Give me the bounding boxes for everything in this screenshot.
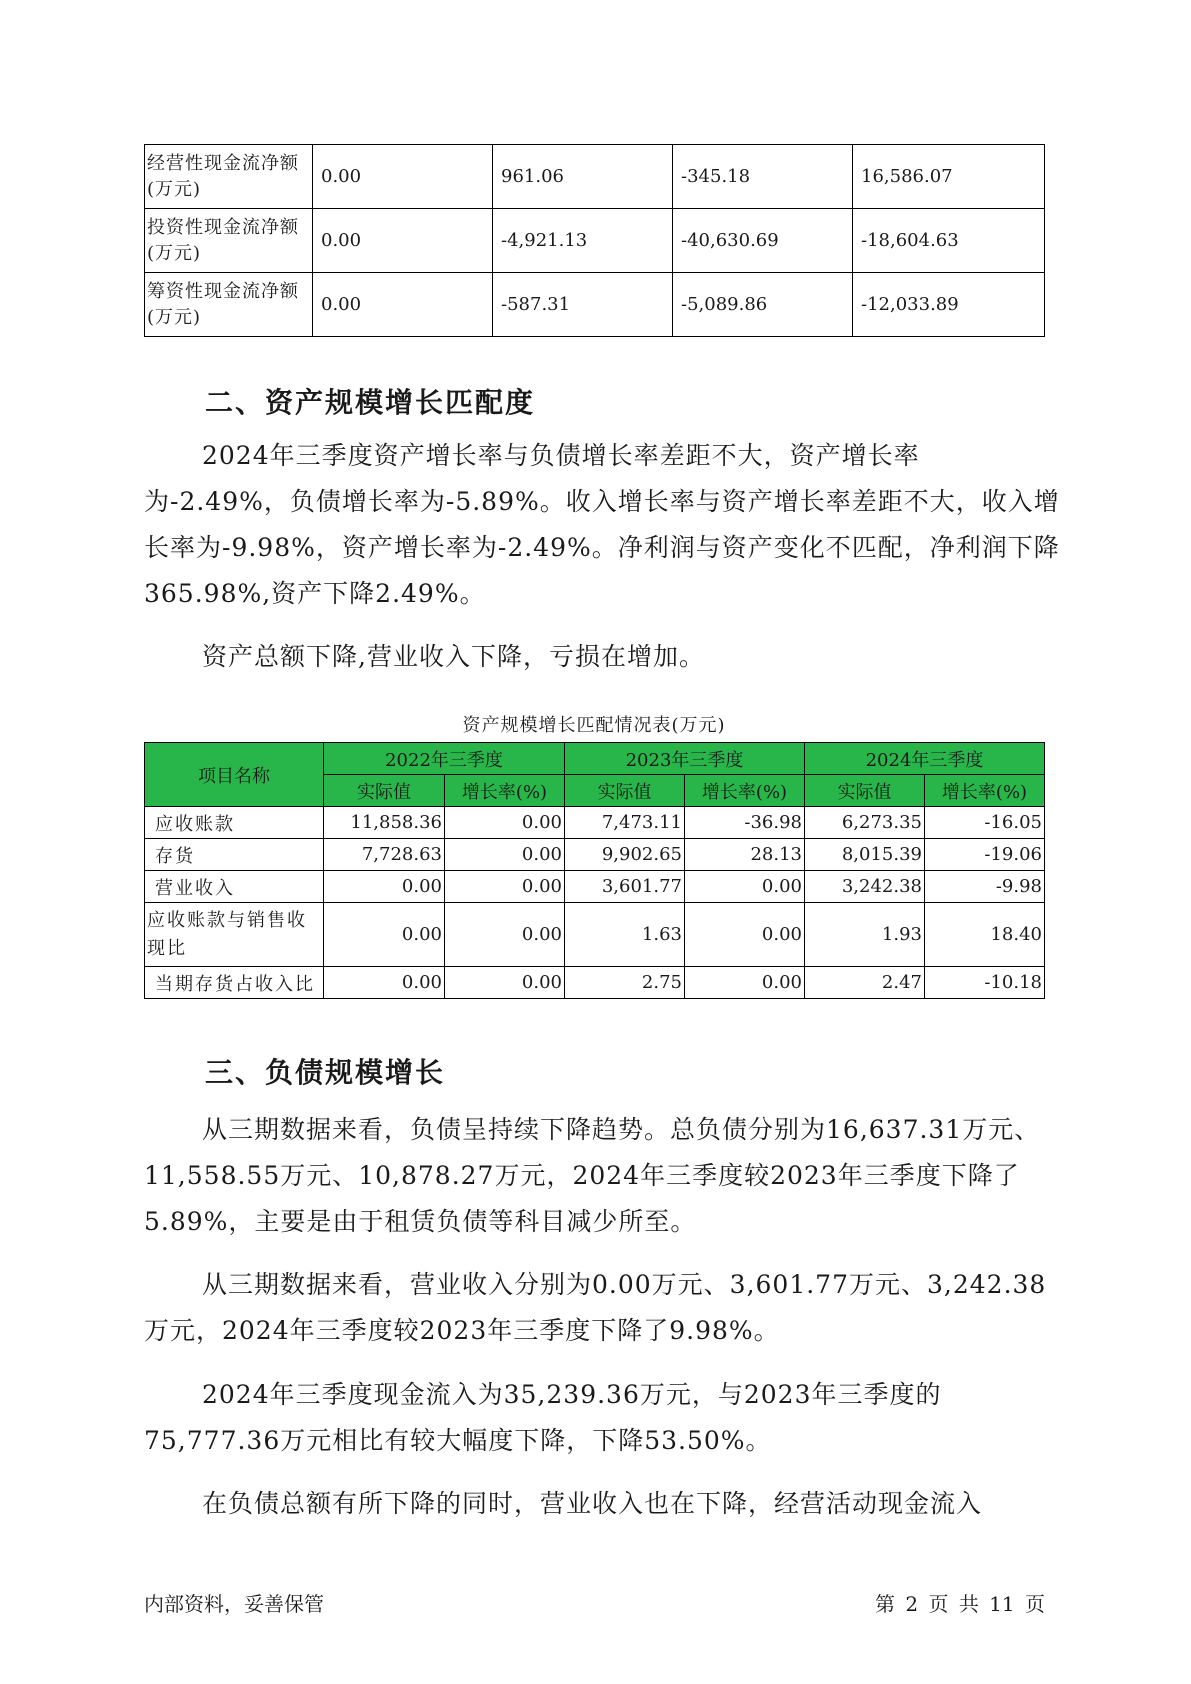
paragraph: 资产总额下降,营业收入下降，亏损在增加。 bbox=[202, 642, 705, 671]
column-header-growth: 增长率(%) bbox=[445, 775, 565, 807]
section-heading: 二、资产规模增长匹配度 bbox=[205, 386, 536, 419]
cell-value: -5,089.86 bbox=[673, 273, 853, 337]
cell-value: -12,033.89 bbox=[853, 273, 1045, 337]
cell-value: 3,601.77 bbox=[565, 871, 685, 903]
cell-value: -587.31 bbox=[493, 273, 673, 337]
row-label: 应收账款与销售收现比 bbox=[145, 903, 324, 967]
cell-value: 0.00 bbox=[445, 903, 565, 967]
cell-value: 9,902.65 bbox=[565, 839, 685, 871]
cell-value: 961.06 bbox=[493, 145, 673, 209]
column-header-actual: 实际值 bbox=[565, 775, 685, 807]
column-header-growth: 增长率(%) bbox=[925, 775, 1045, 807]
table-row bbox=[145, 871, 1045, 903]
column-header-growth: 增长率(%) bbox=[685, 775, 805, 807]
cell-value: 18.40 bbox=[925, 903, 1045, 967]
cell-value: 0.00 bbox=[685, 903, 805, 967]
column-header-period: 2022年三季度 bbox=[324, 743, 565, 775]
cell-value: 16,586.07 bbox=[853, 145, 1045, 209]
column-header-actual: 实际值 bbox=[805, 775, 925, 807]
cell-value: 11,858.36 bbox=[324, 807, 445, 839]
cell-value: 1.63 bbox=[565, 903, 685, 967]
cell-value: -345.18 bbox=[673, 145, 853, 209]
row-label: 筹资性现金流净额(万元) bbox=[145, 273, 313, 337]
row-label: 当期存货占收入比 bbox=[145, 967, 324, 999]
paragraph: 2024年三季度现金流入为35,239.36万元，与2023年三季度的75,777.36万元相比有较大幅度下降，下降53.50%。 bbox=[144, 1380, 942, 1455]
cell-value: 2.47 bbox=[805, 967, 925, 999]
table-row bbox=[145, 209, 1045, 273]
section-heading: 三、负债规模增长 bbox=[205, 1056, 446, 1089]
cell-value: 1.93 bbox=[805, 903, 925, 967]
cell-value: -10.18 bbox=[925, 967, 1045, 999]
cell-value: 0.00 bbox=[324, 871, 445, 903]
cell-value: -18,604.63 bbox=[853, 209, 1045, 273]
column-header-period: 2023年三季度 bbox=[565, 743, 805, 775]
table-row bbox=[145, 967, 1045, 999]
cell-value: 0.00 bbox=[324, 903, 445, 967]
row-label: 应收账款 bbox=[145, 807, 324, 839]
cell-value: 0.00 bbox=[445, 807, 565, 839]
cell-value: 2.75 bbox=[565, 967, 685, 999]
table-row bbox=[145, 273, 1045, 337]
cell-value: 0.00 bbox=[324, 967, 445, 999]
header-row bbox=[145, 743, 1045, 775]
cell-value: 3,242.38 bbox=[805, 871, 925, 903]
footer-page-number: 第 2 页 共 11 页 bbox=[875, 1592, 1045, 1616]
cell-value: 7,473.11 bbox=[565, 807, 685, 839]
table-caption: 资产规模增长匹配情况表(万元) bbox=[462, 715, 726, 736]
cell-value: -9.98 bbox=[925, 871, 1045, 903]
cell-value: 0.00 bbox=[685, 871, 805, 903]
asset-match-table bbox=[144, 742, 1045, 999]
cell-value: 0.00 bbox=[445, 871, 565, 903]
cell-value: 28.13 bbox=[685, 839, 805, 871]
table-row bbox=[145, 839, 1045, 871]
cell-value: 8,015.39 bbox=[805, 839, 925, 871]
footer-confidential-note: 内部资料，妥善保管 bbox=[144, 1592, 324, 1616]
cell-value: -16.05 bbox=[925, 807, 1045, 839]
column-header-actual: 实际值 bbox=[324, 775, 445, 807]
table-row bbox=[145, 807, 1045, 839]
table-row bbox=[145, 145, 1045, 209]
column-header-item: 项目名称 bbox=[145, 743, 324, 807]
paragraph: 从三期数据来看，营业收入分别为0.00万元、3,601.77万元、3,242.38万元，2024年三季度较2023年三季度下降了9.98%。 bbox=[144, 1270, 1047, 1345]
row-label: 存货 bbox=[145, 839, 324, 871]
cashflow-table bbox=[144, 144, 1045, 337]
paragraph: 在负债总额有所下降的同时，营业收入也在下降，经营活动现金流入 bbox=[202, 1489, 983, 1518]
paragraph: 2024年三季度资产增长率与负债增长率差距不大，资产增长率为-2.49%，负债增长率为-5.89%。收入增长率与资产增长率差距不大，收入增长率为-9.98%，资产增长率为-2.49%。净利润与资产变化不匹配，净利润下降365.98%,资产下降2.49%。 bbox=[144, 441, 1060, 608]
row-label: 经营性现金流净额(万元) bbox=[145, 145, 313, 209]
table-row bbox=[145, 903, 1045, 967]
cell-value: -36.98 bbox=[685, 807, 805, 839]
paragraph: 从三期数据来看，负债呈持续下降趋势。总负债分别为16,637.31万元、11,558.55万元、10,878.27万元，2024年三季度较2023年三季度下降了5.89%，主要是由于租赁负债等科目减少所至。 bbox=[144, 1115, 1041, 1236]
cell-value: 0.00 bbox=[685, 967, 805, 999]
row-label: 营业收入 bbox=[145, 871, 324, 903]
cell-value: 0.00 bbox=[313, 145, 493, 209]
cell-value: 0.00 bbox=[445, 967, 565, 999]
row-label: 投资性现金流净额(万元) bbox=[145, 209, 313, 273]
column-header-period: 2024年三季度 bbox=[805, 743, 1045, 775]
cell-value: -4,921.13 bbox=[493, 209, 673, 273]
cell-value: 0.00 bbox=[445, 839, 565, 871]
cell-value: -40,630.69 bbox=[673, 209, 853, 273]
cell-value: -19.06 bbox=[925, 839, 1045, 871]
cell-value: 0.00 bbox=[313, 273, 493, 337]
cell-value: 0.00 bbox=[313, 209, 493, 273]
cell-value: 6,273.35 bbox=[805, 807, 925, 839]
cell-value: 7,728.63 bbox=[324, 839, 445, 871]
